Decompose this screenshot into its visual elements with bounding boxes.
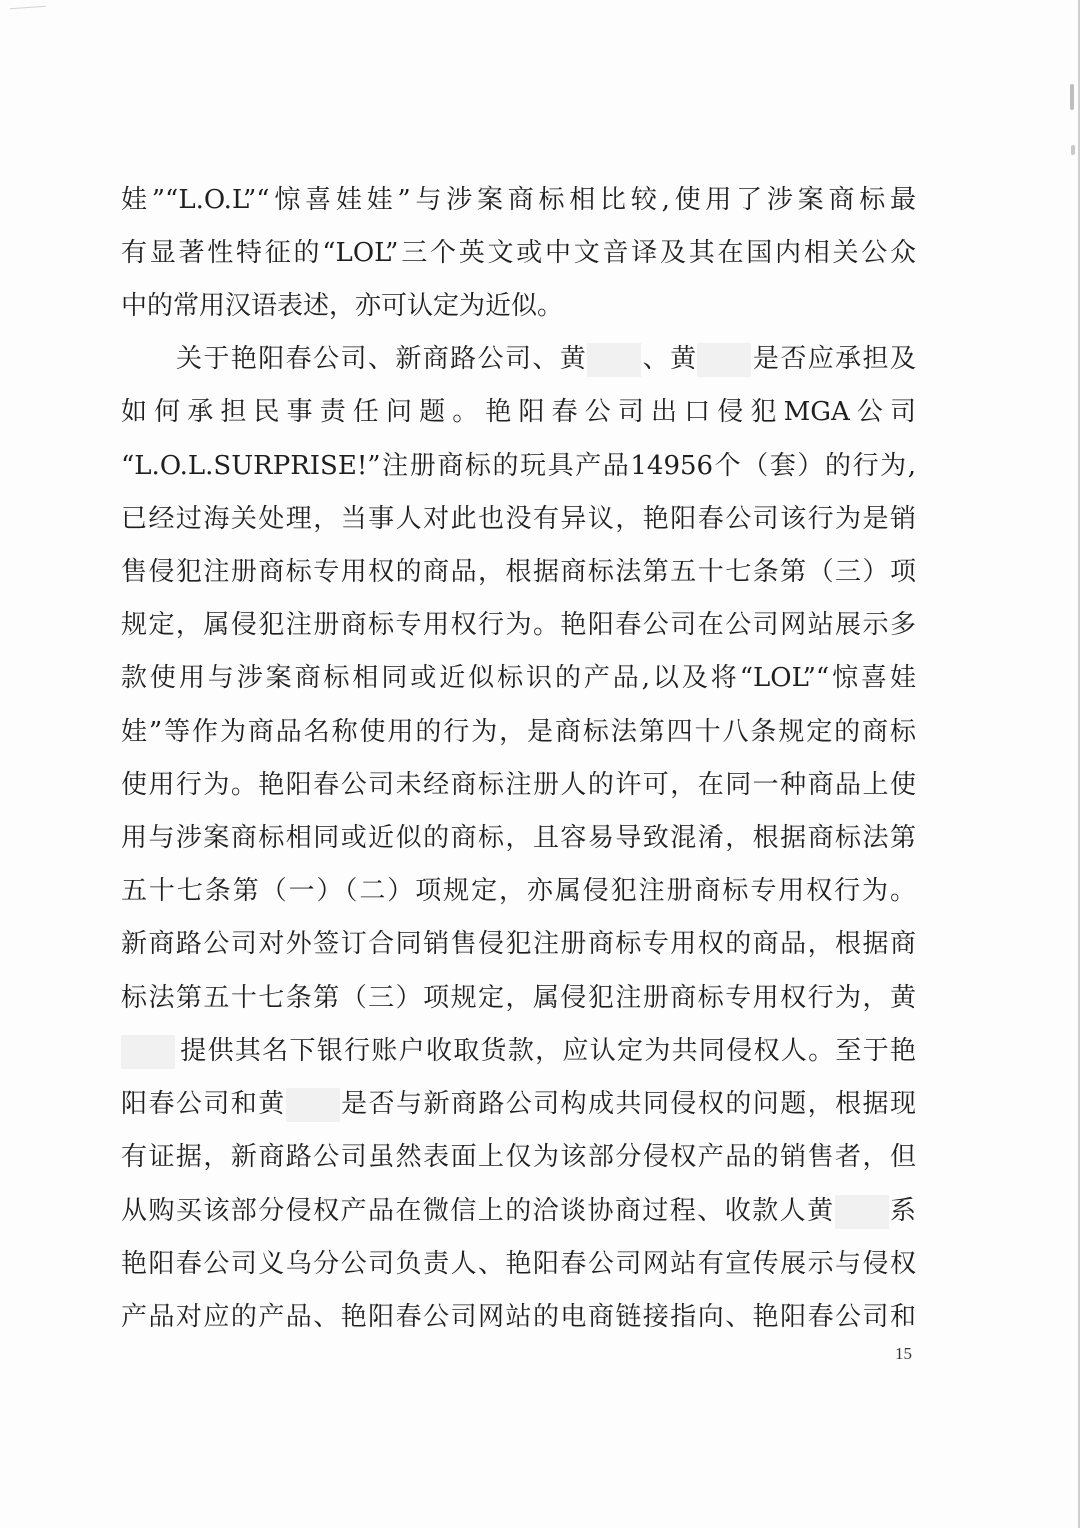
text-segment: 用与涉案商标相同或近似的商标，且容易导致混淆，根据商标法第: [121, 823, 916, 853]
scan-artifact: [10, 6, 46, 15]
body-line-5: [121, 392, 916, 432]
text-segment: “L.O.L.SURPRISE!”注册商标的玩具产品14956个（套）的行为,: [121, 451, 916, 481]
body-line-21: [121, 1244, 916, 1284]
body-line-1: [121, 180, 916, 220]
body-line-19: [121, 1137, 916, 1177]
text-segment: 新商路公司对外签订合同销售侵犯注册商标专用权的商品，根据商: [121, 929, 916, 959]
redacted-name: [835, 1195, 889, 1229]
body-line-4: [176, 339, 916, 379]
text-segment: 、黄: [641, 344, 698, 374]
text-segment: 中的常用汉语表述，亦可认定为近似。: [121, 291, 564, 321]
body-line-22: [121, 1297, 916, 1337]
body-line-17: [121, 1031, 916, 1071]
scan-artifact: [1070, 84, 1074, 110]
body-line-2: [121, 233, 916, 273]
redacted-name: [286, 1088, 340, 1122]
text-segment: 娃”“L.O.L”“惊喜娃娃”与涉案商标相比较,使用了涉案商标最: [121, 185, 916, 215]
text-segment: 艳阳春公司义乌分公司负责人、艳阳春公司网站有宣传展示与侵权: [121, 1249, 916, 1279]
body-line-20: [121, 1191, 916, 1231]
text-segment: 使用行为。艳阳春公司未经商标注册人的许可，在同一种商品上使: [121, 770, 916, 800]
body-line-11: [121, 712, 916, 752]
text-segment: 有证据，新商路公司虽然表面上仅为该部分侵权产品的销售者，但: [121, 1142, 916, 1172]
text-segment: 有显著性特征的“LOL”三个英文或中文音译及其在国内相关公众: [121, 238, 916, 268]
body-line-7: [121, 499, 916, 539]
text-segment: 如何承担民事责任问题。艳阳春公司出口侵犯MGA公司: [121, 397, 916, 427]
body-line-16: [121, 978, 916, 1018]
body-line-3: [121, 286, 916, 326]
redacted-name: [697, 343, 751, 377]
text-segment: 已经过海关处理，当事人对此也没有异议，艳阳春公司该行为是销: [121, 504, 916, 534]
body-line-8: [121, 552, 916, 592]
body-line-6: [121, 446, 916, 486]
scan-artifact: [1071, 145, 1075, 155]
text-segment: 售侵犯注册商标专用权的商品，根据商标法第五十七条第（三）项: [121, 557, 916, 587]
body-line-13: [121, 818, 916, 858]
text-segment: 产品对应的产品、艳阳春公司网站的电商链接指向、艳阳春公司和: [121, 1302, 916, 1332]
text-segment: 关于艳阳春公司、新商路公司、黄: [176, 344, 588, 374]
body-line-18: [121, 1084, 916, 1124]
text-segment: 从购买该部分侵权产品在微信上的洽谈协商过程、收款人黄: [121, 1196, 835, 1226]
text-segment: 系: [888, 1196, 916, 1226]
redacted-name: [121, 1035, 175, 1069]
text-segment: 提供其名下银行账户收取货款，应认定为共同侵权人。至于艳: [179, 1036, 916, 1066]
page-number: 15: [895, 1344, 912, 1363]
text-segment: 款使用与涉案商标相同或近似标识的产品,以及将“LOL”“惊喜娃: [121, 663, 916, 693]
text-segment: 阳春公司和黄: [121, 1089, 286, 1119]
text-segment: 娃”等作为商品名称使用的行为，是商标法第四十八条规定的商标: [121, 717, 916, 747]
text-segment: 是否与新商路公司构成共同侵权的问题，根据现: [339, 1089, 916, 1119]
text-segment: 规定，属侵犯注册商标专用权行为。艳阳春公司在公司网站展示多: [121, 610, 916, 640]
text-segment: 标法第五十七条第（三）项规定，属侵犯注册商标专用权行为，黄: [121, 983, 916, 1013]
redacted-name: [587, 343, 641, 377]
body-line-9: [121, 605, 916, 645]
body-line-10: [121, 658, 916, 698]
body-line-15: [121, 924, 916, 964]
body-line-14: [121, 871, 916, 911]
text-segment: 五十七条第（一）（二）项规定，亦属侵犯注册商标专用权行为。: [121, 876, 916, 906]
body-line-12: [121, 765, 916, 805]
text-segment: 是否应承担及: [751, 344, 916, 374]
